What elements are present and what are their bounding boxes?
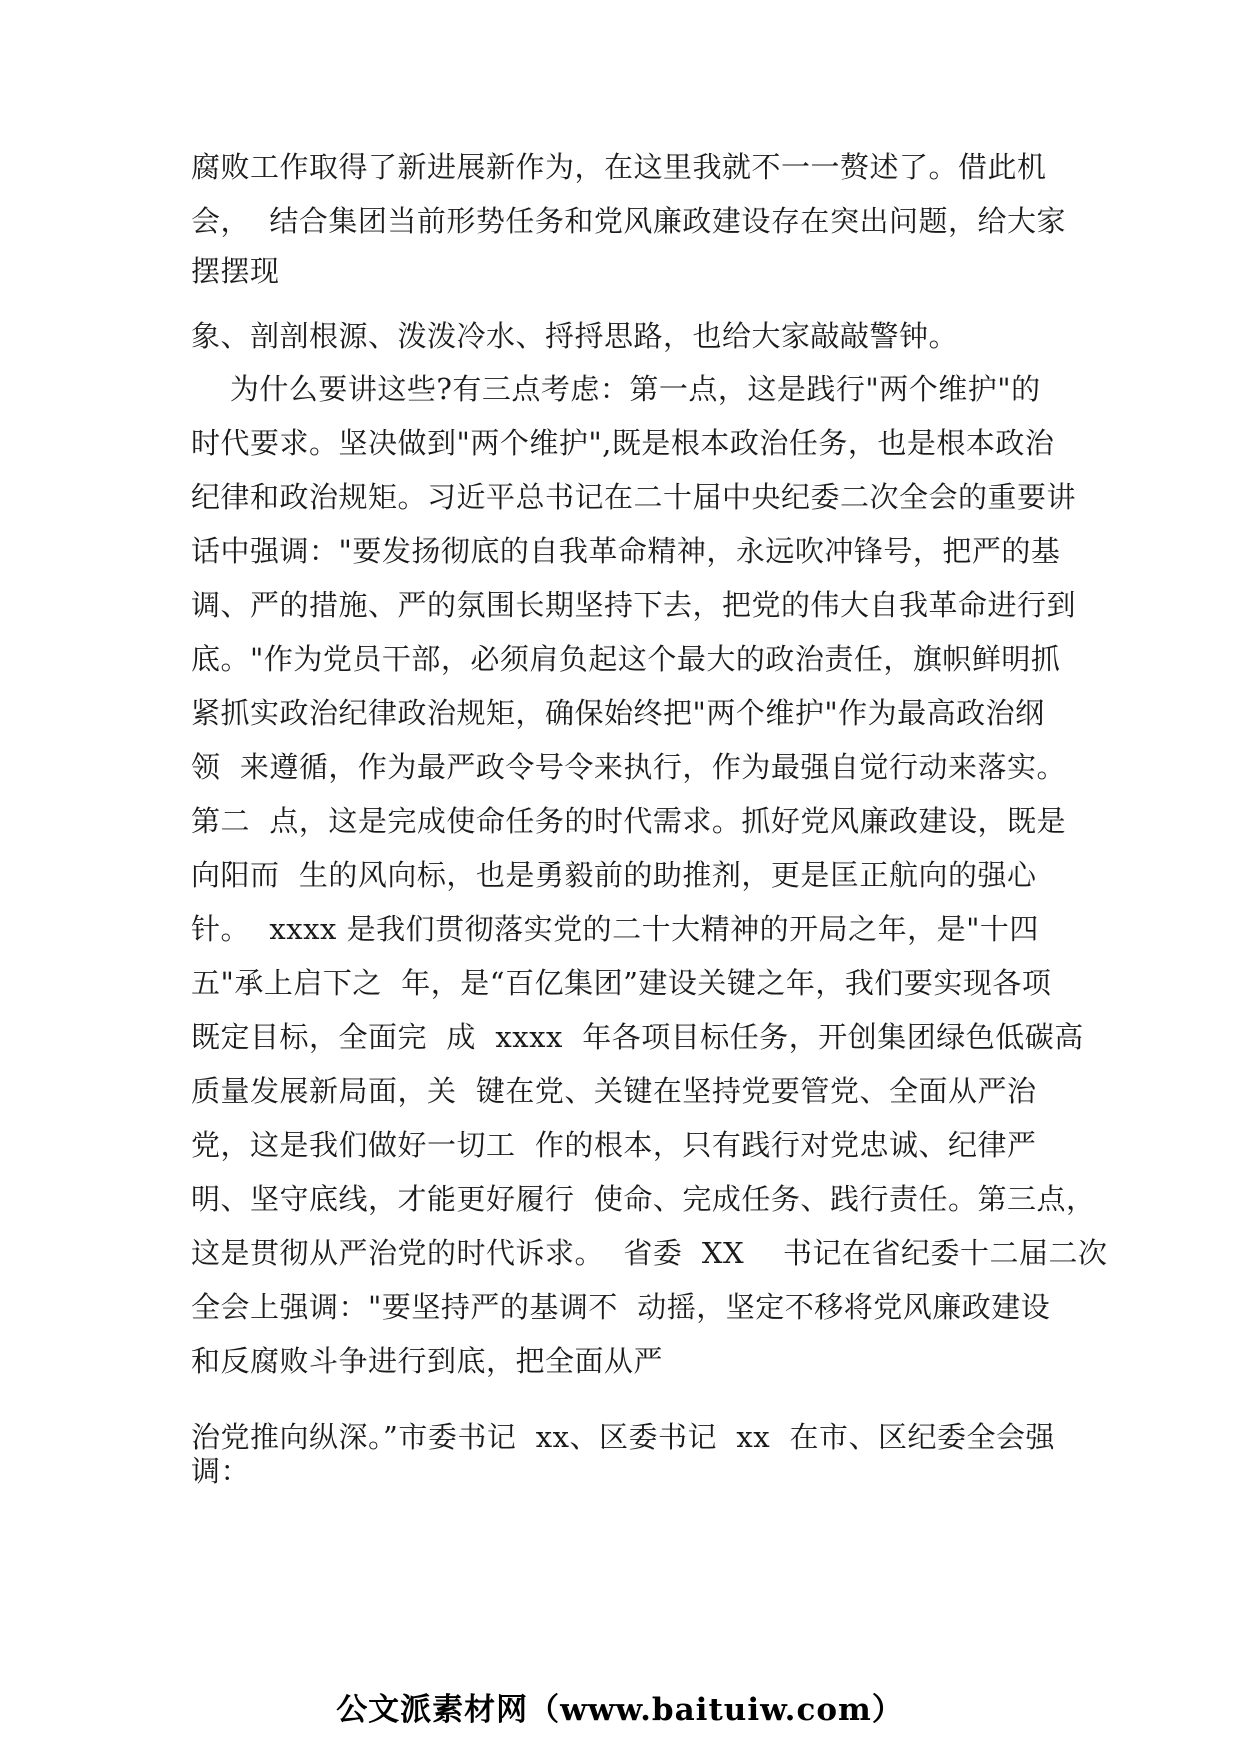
- site-watermark: 公文派素材网（www.baituiw.com）: [336, 1692, 904, 1728]
- text-line: 调、严的措施、严的氛围长期坚持下去，把党的伟大自我革命进行到: [191, 588, 1077, 622]
- text-line: 治党推向纵深。”市委书记 xx、区委书记 xx 在市、区纪委全会强: [191, 1420, 1056, 1454]
- text-line: 底。"作为党员干部，必须肩负起这个最大的政治责任，旗帜鲜明抓: [191, 642, 1061, 676]
- text-line: 摆摆现: [191, 254, 280, 288]
- text-line: 质量发展新局面，关 键在党、关键在坚持党要管党、全面从严治: [191, 1074, 1037, 1108]
- text-line: 话中强调："要发扬彻底的自我革命精神，永远吹冲锋号，把严的基: [191, 534, 1061, 568]
- text-line: 腐败工作取得了新进展新作为，在这里我就不一一赘述了。借此机: [191, 150, 1047, 184]
- text-line: 调：: [191, 1454, 251, 1488]
- text-line: 全会上强调："要坚持严的基调不 动摇，坚定不移将党风廉政建设: [191, 1290, 1051, 1324]
- text-line: 向阳而 生的风向标，也是勇毅前的助推剂，更是匡正航向的强心: [191, 858, 1037, 892]
- text-line: 纪律和政治规矩。习近平总书记在二十届中央纪委二次全会的重要讲: [191, 480, 1077, 514]
- text-line: 象、剖剖根源、泼泼冷水、捋捋思路，也给大家敲敲警钟。: [191, 319, 959, 353]
- text-line: 为什么要讲这些?有三点考虑：第一点，这是践行"两个维护"的: [191, 372, 1041, 406]
- text-line: 明、坚守底线，才能更好履行 使命、完成任务、践行责任。第三点，: [191, 1182, 1096, 1216]
- text-line: 会， 结合集团当前形势任务和党风廉政建设存在突出问题，给大家: [191, 204, 1066, 238]
- text-line: 针。 xxxx 是我们贯彻落实党的二十大精神的开局之年，是"十四: [191, 912, 1039, 946]
- text-line: 第二 点，这是完成使命任务的时代需求。抓好党风廉政建设，既是: [191, 804, 1066, 838]
- text-line: 时代要求。坚决做到"两个维护",既是根本政治任务，也是根本政治: [191, 426, 1055, 460]
- text-line: 既定目标，全面完 成 xxxx 年各项目标任务，开创集团绿色低碳高: [191, 1020, 1084, 1054]
- text-line: 和反腐败斗争进行到底，把全面从严: [191, 1344, 664, 1378]
- text-line: 这是贯彻从严治党的时代诉求。 省委 XX 书记在省纪委十二届二次: [191, 1236, 1108, 1270]
- text-line: 党，这是我们做好一切工 作的根本，只有践行对党忠诚、纪律严: [191, 1128, 1037, 1162]
- text-line: 五"承上启下之 年，是“百亿集团”建设关键之年，我们要实现各项: [191, 966, 1052, 1000]
- text-line: 领 来遵循，作为最严政令号令来执行，作为最强自觉行动来落实。: [191, 750, 1066, 784]
- text-line: 紧抓实政治纪律政治规矩，确保始终把"两个维护"作为最高政治纲: [191, 696, 1045, 730]
